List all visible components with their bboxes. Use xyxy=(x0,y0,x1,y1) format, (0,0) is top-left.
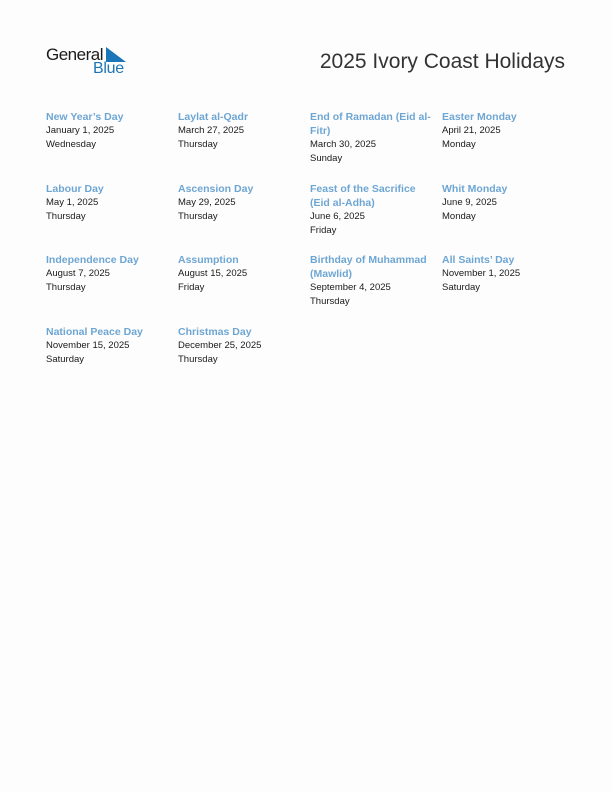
holiday-name: Independence Day xyxy=(46,254,139,266)
holiday-date: January 1, 2025 xyxy=(46,125,115,136)
holiday-item xyxy=(46,182,170,253)
brand-word-blue: Blue xyxy=(93,60,124,77)
holiday-weekday: Thursday xyxy=(178,139,218,150)
holiday-item xyxy=(310,182,434,253)
holiday-item xyxy=(178,182,302,253)
holiday-date: November 1, 2025 xyxy=(442,268,521,279)
holiday-weekday: Thursday xyxy=(178,211,218,222)
holiday-weekday: Wednesday xyxy=(46,139,96,150)
holiday-name: Laylat al-Qadr xyxy=(178,111,249,123)
holiday-weekday: Sunday xyxy=(310,153,343,164)
holiday-date: August 15, 2025 xyxy=(178,268,248,279)
holiday-weekday: Thursday xyxy=(46,211,86,222)
holiday-item xyxy=(442,182,566,253)
brand-logo xyxy=(46,45,130,79)
holiday-weekday: Saturday xyxy=(442,282,481,293)
holiday-item xyxy=(178,253,302,325)
holiday-weekday: Monday xyxy=(442,139,476,150)
holiday-name: Easter Monday xyxy=(442,111,517,123)
holiday-item xyxy=(46,110,170,182)
holiday-date: March 27, 2025 xyxy=(178,125,245,136)
holiday-weekday: Thursday xyxy=(310,296,350,307)
holiday-name: New Year’s Day xyxy=(46,111,124,123)
holiday-item xyxy=(442,253,566,325)
holiday-grid xyxy=(46,110,576,385)
holiday-name: Christmas Day xyxy=(178,326,252,338)
holiday-date: May 29, 2025 xyxy=(178,197,236,208)
holiday-name: End of Ramadan (Eid al-Fitr) xyxy=(310,111,431,137)
page-title: 2025 Ivory Coast Holidays xyxy=(319,50,565,73)
holiday-date: May 1, 2025 xyxy=(46,197,99,208)
holiday-weekday: Friday xyxy=(310,225,337,236)
holiday-date: December 25, 2025 xyxy=(178,340,262,351)
holiday-weekday: Thursday xyxy=(46,282,86,293)
holiday-name: National Peace Day xyxy=(46,326,143,338)
holiday-item xyxy=(310,110,434,182)
holiday-name: Whit Monday xyxy=(442,183,508,195)
holiday-weekday: Monday xyxy=(442,211,476,222)
brand-word-general: General xyxy=(46,45,103,64)
holiday-weekday: Thursday xyxy=(178,354,218,365)
holiday-date: June 6, 2025 xyxy=(310,211,365,222)
holiday-date: September 4, 2025 xyxy=(310,282,391,293)
holiday-name: Assumption xyxy=(178,254,239,266)
holiday-date: April 21, 2025 xyxy=(442,125,501,136)
holiday-date: March 30, 2025 xyxy=(310,139,377,150)
holiday-item xyxy=(46,325,170,385)
holiday-name: All Saints’ Day xyxy=(442,254,515,266)
holiday-name: Feast of the Sacrifice (Eid al-Adha) xyxy=(310,183,416,209)
holiday-name: Labour Day xyxy=(46,183,104,195)
holiday-name: Birthday of Muhammad (Mawlid) xyxy=(310,254,427,280)
holiday-name: Ascension Day xyxy=(178,183,254,195)
holiday-item xyxy=(178,110,302,182)
holiday-date: June 9, 2025 xyxy=(442,197,497,208)
holiday-item xyxy=(46,253,170,325)
holiday-date: November 15, 2025 xyxy=(46,340,130,351)
holiday-item xyxy=(442,110,566,182)
holiday-weekday: Saturday xyxy=(46,354,85,365)
holiday-date: August 7, 2025 xyxy=(46,268,110,279)
holiday-item xyxy=(310,253,434,325)
holiday-item xyxy=(178,325,302,385)
holiday-weekday: Friday xyxy=(178,282,205,293)
